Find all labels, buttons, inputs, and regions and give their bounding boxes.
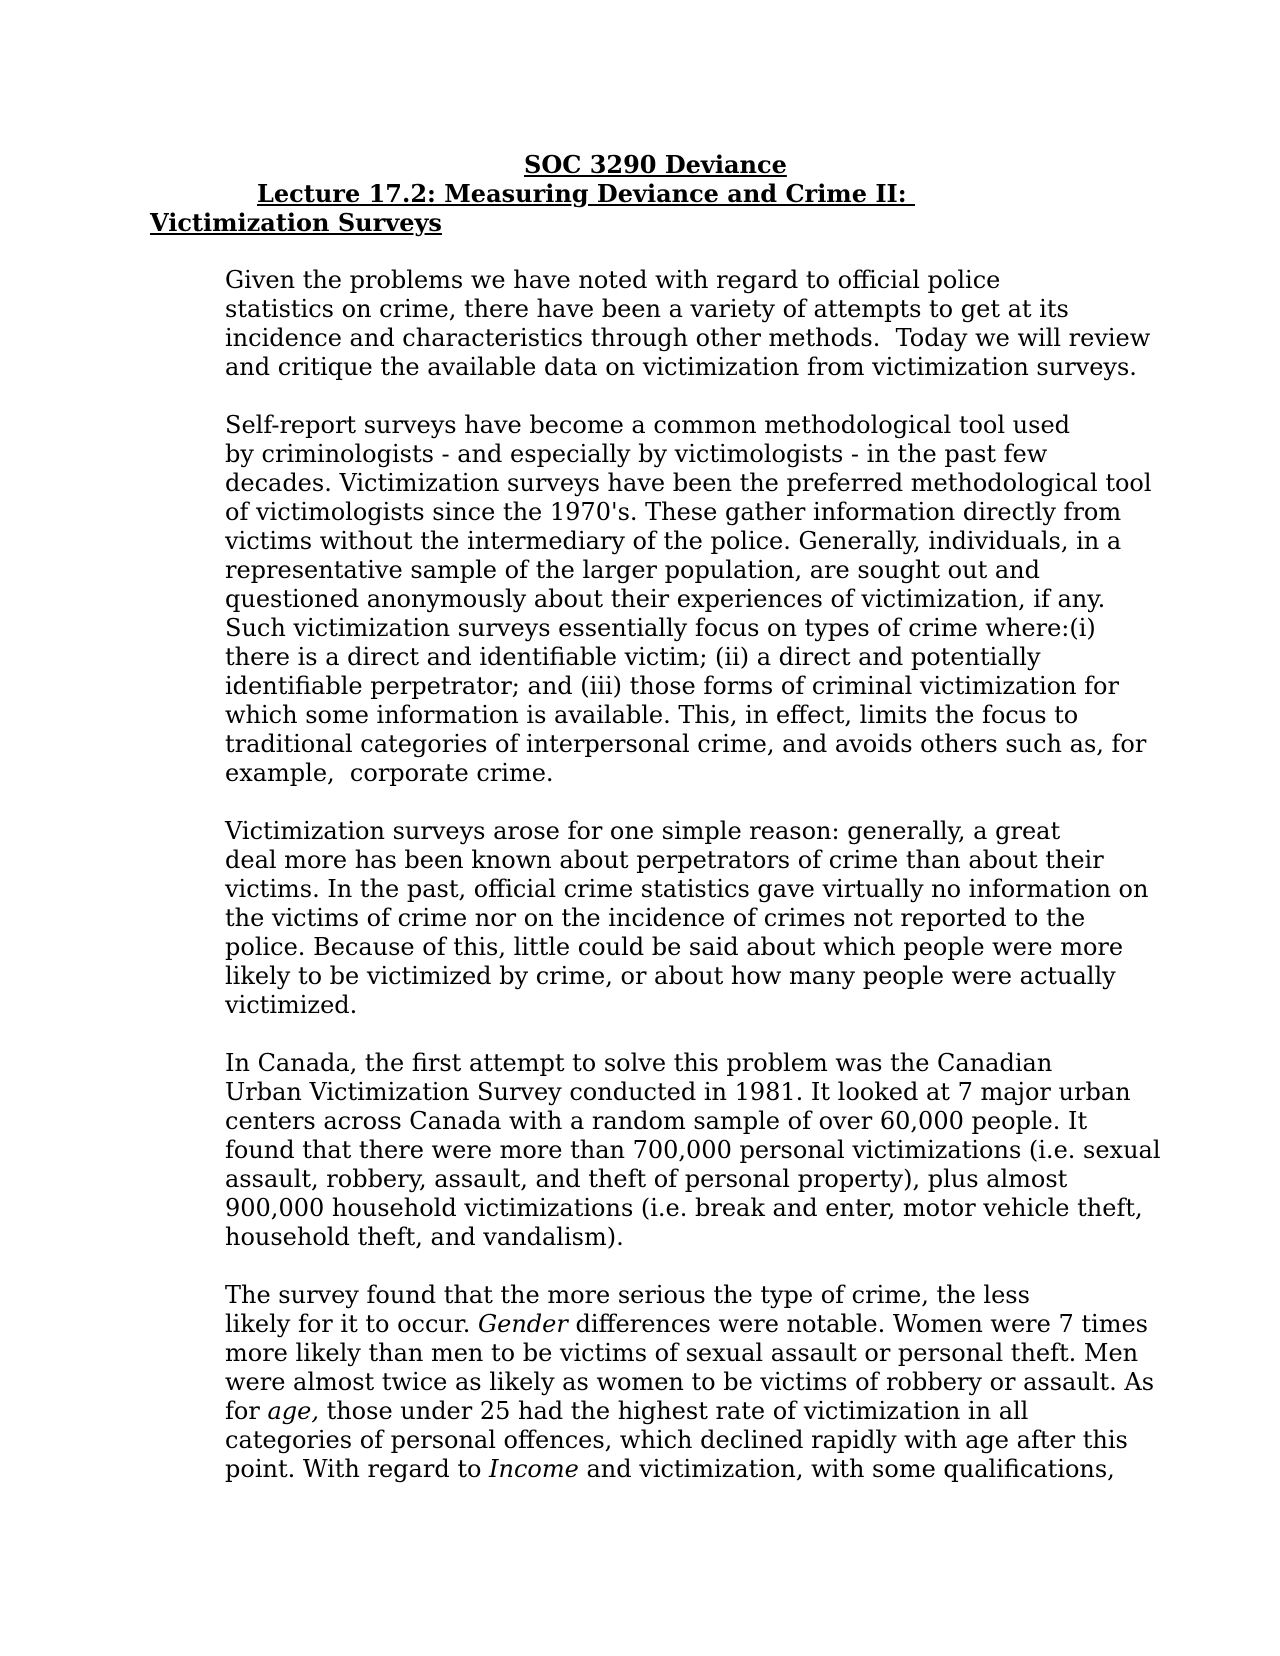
text-line: assault, robbery, assault, and theft of personal property), plus almost (225, 1165, 1068, 1193)
text-line: police. Because of this, little could be said about which people were more (225, 933, 1124, 961)
text-line: deal more has been known about perpetrators of crime than about their (225, 846, 1104, 874)
text-line: victimized. (225, 991, 358, 1019)
text-line: Such victimization surveys essentially focus on types of crime where:(i) (225, 614, 1096, 642)
lecture-subtitle: Victimization Surveys (150, 208, 442, 237)
emphasis-gender: Gender (477, 1310, 568, 1338)
emphasis-income: Income (489, 1455, 579, 1483)
text-line: by criminologists - and especially by victimologists - in the past few (225, 440, 1048, 468)
text-run: those under 25 had the highest rate of victimization in all (318, 1397, 1029, 1425)
text-line: The survey found that the more serious the type of crime, the less (225, 1281, 1030, 1309)
text-line: victims without the intermediary of the police. Generally, individuals, in a (225, 527, 1122, 555)
text-run: for (225, 1397, 268, 1425)
emphasis-age: age, (267, 1397, 319, 1425)
text-line: categories of personal offences, which declined rapidly with age after this (225, 1426, 1128, 1454)
document-page (150, 150, 1161, 1513)
text-line (150, 1397, 1140, 1426)
text-line: were almost twice as likely as women to be victims of robbery or assault. As (225, 1368, 1155, 1396)
text-line: likely to be victimized by crime, or about how many people were actually (225, 962, 1116, 990)
text-line: and critique the available data on victimization from victimization surveys. (225, 353, 1137, 381)
paragraph-3 (150, 817, 1149, 1020)
text-line: victims. In the past, official crime statistics gave virtually no information on (225, 875, 1149, 903)
text-line: Urban Victimization Survey conducted in 1981. It looked at 7 major urban (225, 1078, 1131, 1106)
document-body (150, 266, 1161, 1484)
text-line: more likely than men to be victims of sexual assault or personal theft. Men (225, 1339, 1139, 1367)
paragraph-1 (150, 266, 1151, 382)
text-line: Victimization surveys arose for one simple reason: generally, a great (225, 817, 1061, 845)
text-line: there is a direct and identifiable victim; (ii) a direct and potentially (225, 643, 1041, 671)
text-line: traditional categories of interpersonal crime, and avoids others such as, for (225, 730, 1147, 758)
text-line: example, corporate crime. (225, 759, 554, 787)
text-line: statistics on crime, there have been a variety of attempts to get at its (225, 295, 1069, 323)
document-title (150, 150, 1140, 237)
text-line: centers across Canada with a random sample of over 60,000 people. It (225, 1107, 1088, 1135)
text-line: household theft, and vandalism). (225, 1223, 624, 1251)
text-line: questioned anonymously about their experiences of victimization, if any. (225, 585, 1106, 613)
text-line: of victimologists since the 1970's. These gather information directly from (225, 498, 1122, 526)
text-line: Self-report surveys have become a common methodological tool used (225, 411, 1071, 439)
text-run: and victimization, with some qualifications, (578, 1455, 1115, 1483)
text-line: In Canada, the first attempt to solve this problem was the Canadian (225, 1049, 1053, 1077)
text-line: decades. Victimization surveys have been the preferred methodological tool (225, 469, 1152, 497)
text-line: incidence and characteristics through other methods. Today we will review (225, 324, 1151, 352)
text-line: Given the problems we have noted with regard to official police (225, 266, 1001, 294)
text-line (150, 1455, 1140, 1484)
text-line: identifiable perpetrator; and (iii) those forms of criminal victimization for (225, 672, 1119, 700)
text-line (150, 1310, 1148, 1339)
text-line: which some information is available. This, in effect, limits the focus to (225, 701, 1079, 729)
lecture-title: Lecture 17.2: Measuring Deviance and Crime II: (257, 179, 915, 208)
paragraph-2 (150, 411, 1152, 788)
text-line: representative sample of the larger population, are sought out and (225, 556, 1040, 584)
text-run: differences were notable. Women were 7 times (567, 1310, 1148, 1338)
paragraph-4 (150, 1049, 1161, 1252)
text-line: the victims of crime nor on the incidence of crimes not reported to the (225, 904, 1086, 932)
paragraph-5 (150, 1281, 1155, 1484)
text-line: found that there were more than 700,000 personal victimizations (i.e. sexual (225, 1136, 1161, 1164)
text-line: 900,000 household victimizations (i.e. break and enter, motor vehicle theft, (225, 1194, 1143, 1222)
text-run: likely for it to occur. (225, 1310, 478, 1338)
course-title: SOC 3290 Deviance (524, 150, 787, 179)
text-run: point. With regard to (225, 1455, 490, 1483)
